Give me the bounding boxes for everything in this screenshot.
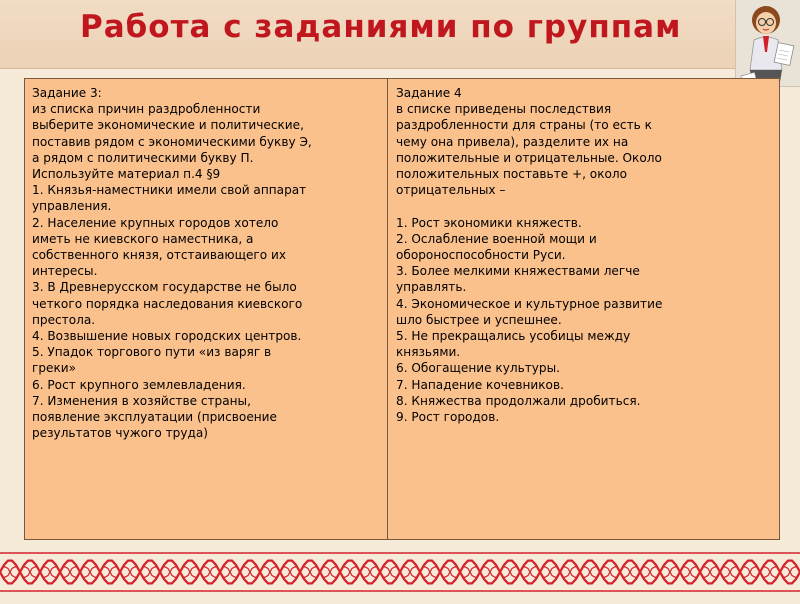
left-cell-line: Используйте материал п.4 §9 xyxy=(32,167,221,182)
left-cell-line: интересы. xyxy=(32,264,98,279)
right-cell-line: в списке приведены последствия xyxy=(396,102,612,117)
left-cell-line: поставив рядом с экономическими букву Э, xyxy=(32,134,312,149)
left-cell-line: а рядом с политическими букву П. xyxy=(32,150,254,165)
left-cell-line: 1. Князья-наместники имели свой аппарат xyxy=(32,183,307,198)
right-cell-line: 2. Ослабление военной мощи и xyxy=(396,231,597,246)
left-cell-line: 5. Упадок торгового пути «из варяг в xyxy=(32,345,272,360)
right-cell-line: шло быстрее и успешнее. xyxy=(396,312,562,327)
left-cell-line: результатов чужого труда) xyxy=(32,426,208,441)
right-cell-line: положительные и отрицательные. Около xyxy=(396,150,662,165)
left-cell-line: 3. В Древнерусском государстве не было xyxy=(32,280,297,295)
right-cell-line xyxy=(396,198,773,214)
right-cell-line: обороноспособности Руси. xyxy=(396,248,566,263)
left-cell-line: четкого порядка наследования киевского xyxy=(32,296,303,311)
right-cell-line: 3. Более мелкими княжествами легче xyxy=(396,264,640,279)
right-cell-line: Задание 4 xyxy=(396,86,462,100)
left-cell-line: престола. xyxy=(32,312,96,327)
right-cell-line: раздробленности для страны (то есть к xyxy=(396,118,652,133)
left-cell-line: выберите экономические и политические, xyxy=(32,118,304,133)
task-3-cell xyxy=(25,79,388,539)
right-cell-line: 1. Рост экономики княжеств. xyxy=(396,215,582,230)
left-cell-line: Задание 3: xyxy=(32,86,102,100)
left-cell-line: управления. xyxy=(32,199,112,214)
right-cell-line: 4. Экономическое и культурное развитие xyxy=(396,296,663,311)
left-cell-line: собственного князя, отстаивающего их xyxy=(32,248,287,263)
task-4-cell xyxy=(388,79,779,539)
task-table xyxy=(24,78,780,540)
right-cell-line: 7. Нападение кочевников. xyxy=(396,377,564,392)
right-cell-line: 6. Обогащение культуры. xyxy=(396,361,560,376)
right-cell-line: управлять. xyxy=(396,280,467,295)
red-interlace-ornament-icon xyxy=(0,545,800,600)
teacher-with-papers-icon xyxy=(735,0,800,87)
left-cell-line: иметь не киевского наместника, а xyxy=(32,231,254,246)
right-cell-line: князьями. xyxy=(396,345,461,360)
slide-title: Работа с заданиями по группам xyxy=(80,9,682,45)
title-bar xyxy=(0,0,735,69)
right-cell-line: отрицательных – xyxy=(396,183,506,198)
left-cell-line: греки» xyxy=(32,361,77,376)
left-cell-line: появление эксплуатации (присвоение xyxy=(32,410,277,425)
right-cell-line: 9. Рост городов. xyxy=(396,410,500,425)
right-cell-line: положительных поставьте +, около xyxy=(396,167,628,182)
left-cell-line: 2. Население крупных городов хотело xyxy=(32,215,279,230)
right-cell-line: 8. Княжества продолжали дробиться. xyxy=(396,393,641,408)
left-cell-line: 6. Рост крупного землевладения. xyxy=(32,377,246,392)
left-cell-line: из списка причин раздробленности xyxy=(32,102,261,117)
left-cell-line: 7. Изменения в хозяйстве страны, xyxy=(32,393,251,408)
right-cell-line: 5. Не прекращались усобицы между xyxy=(396,329,631,344)
right-cell-line: чему она привела), разделите их на xyxy=(396,134,629,149)
left-cell-line: 4. Возвышение новых городских центров. xyxy=(32,329,302,344)
